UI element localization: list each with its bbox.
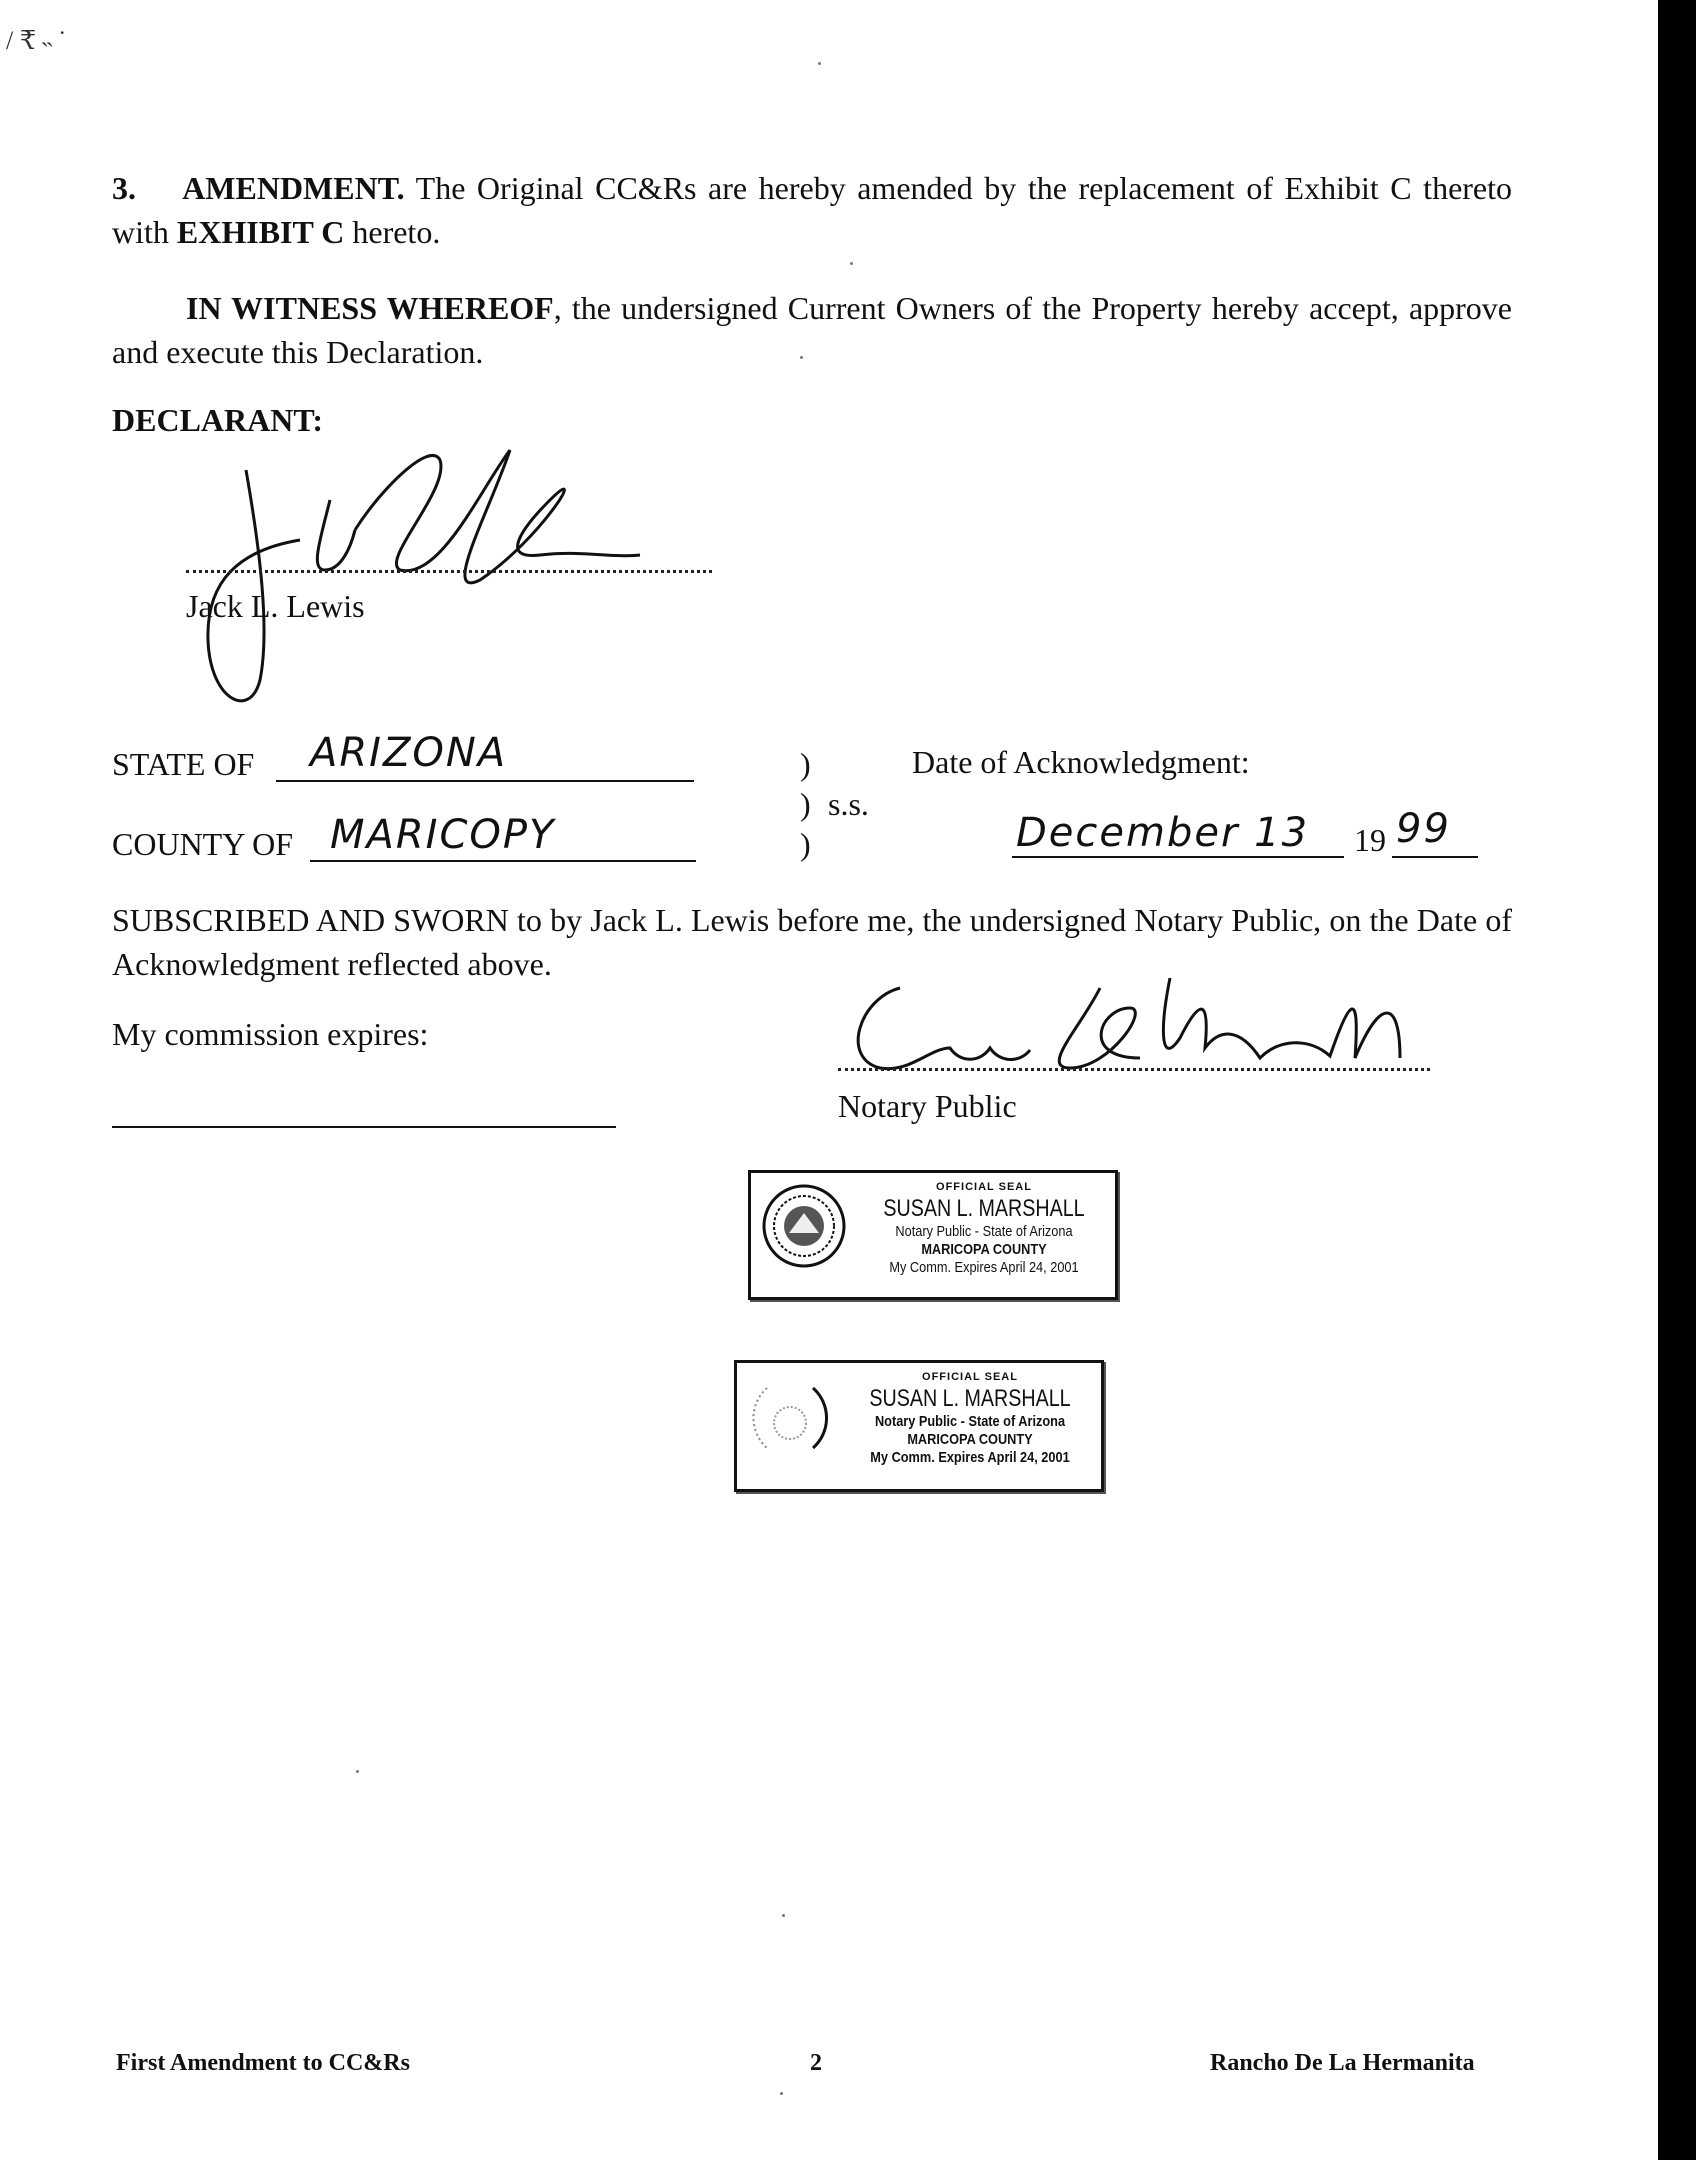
witness-text: , the undersigned Current Owners of the Property hereby accept, approve and execute this Declaration. bbox=[112, 290, 1512, 370]
state-seal-emblem bbox=[747, 1373, 833, 1459]
paren-3: ) bbox=[800, 826, 811, 862]
seal-2-line5: My Comm. Expires April 24, 2001 bbox=[870, 1449, 1070, 1466]
state-value: ARIZONA bbox=[310, 730, 508, 776]
margin-marks: / ₹ ˵ ˙ bbox=[6, 26, 67, 55]
seal-1-name: SUSAN L. MARSHALL bbox=[883, 1195, 1085, 1222]
date-ack-label: Date of Acknowledgment: bbox=[912, 744, 1250, 780]
subscribed-paragraph: SUBSCRIBED AND SWORN to by Jack L. Lewis before me, the undersigned Notary Public, on the Date of Acknowledgment reflected above. bbox=[112, 902, 1512, 982]
state-label: STATE OF bbox=[112, 746, 255, 782]
seal-1-title: OFFICIAL SEAL bbox=[936, 1181, 1032, 1193]
section-text-a: The Original CC&Rs are hereby amended by the replacement of Exhibit C thereto with bbox=[112, 170, 1513, 250]
exhibit-ref: EXHIBIT C bbox=[176, 214, 345, 250]
paren-2: ) bbox=[800, 786, 811, 822]
footer-right: Rancho De La Hermanita bbox=[1210, 2050, 1475, 2076]
seal-1-line3: Notary Public - State of Arizona bbox=[895, 1223, 1073, 1240]
declarant-signature bbox=[180, 430, 700, 720]
notary-signature-line bbox=[838, 1068, 1430, 1071]
declarant-label: DECLARANT: bbox=[112, 402, 323, 438]
date-century: 19 bbox=[1354, 822, 1386, 858]
declarant-name: Jack L. Lewis bbox=[186, 588, 365, 624]
date-year: 99 bbox=[1396, 806, 1451, 852]
footer-page-number: 2 bbox=[810, 2050, 822, 2076]
scan-edge bbox=[1658, 0, 1696, 2160]
declarant-signature-line bbox=[186, 570, 712, 573]
notary-label: Notary Public bbox=[838, 1088, 1017, 1124]
seal-2-line4: MARICOPA COUNTY bbox=[907, 1431, 1033, 1448]
date-underline bbox=[1012, 856, 1344, 858]
notary-seal-2 bbox=[734, 1360, 1104, 1492]
county-underline bbox=[310, 860, 696, 862]
county-value: MARICOPY bbox=[330, 812, 556, 858]
witness-lead: IN WITNESS WHEREOF bbox=[186, 290, 554, 326]
scan-speck bbox=[800, 356, 803, 359]
county-label: COUNTY OF bbox=[112, 826, 294, 862]
commission-line bbox=[112, 1126, 616, 1128]
footer-left: First Amendment to CC&Rs bbox=[116, 2050, 410, 2076]
scan-speck bbox=[780, 2092, 783, 2095]
section-heading: AMENDMENT. bbox=[182, 170, 405, 206]
seal-2-line3: Notary Public - State of Arizona bbox=[874, 1413, 1066, 1430]
witness-paragraph bbox=[112, 286, 1512, 374]
seal-2-title: OFFICIAL SEAL bbox=[922, 1371, 1018, 1383]
section-text-b: hereto. bbox=[352, 214, 441, 250]
seal-2-name: SUSAN L. MARSHALL bbox=[869, 1385, 1071, 1412]
scan-speck bbox=[356, 1770, 359, 1773]
scan-speck bbox=[850, 262, 853, 265]
date-month-day: December 13 bbox=[1016, 810, 1310, 856]
seal-1-line4: MARICOPA COUNTY bbox=[921, 1241, 1047, 1258]
scan-speck bbox=[782, 1914, 785, 1917]
section-number: 3. bbox=[112, 170, 136, 206]
notary-seal-1 bbox=[748, 1170, 1118, 1300]
state-seal-emblem bbox=[761, 1183, 847, 1269]
seal-1-line5: My Comm. Expires April 24, 2001 bbox=[889, 1259, 1079, 1276]
year-underline bbox=[1392, 856, 1478, 858]
state-underline bbox=[276, 780, 694, 782]
paren-1: ) bbox=[800, 746, 811, 782]
notary-signature bbox=[840, 968, 1460, 1078]
section-3-paragraph bbox=[112, 166, 1512, 254]
ss-label: s.s. bbox=[828, 786, 869, 822]
scan-speck bbox=[818, 62, 821, 65]
commission-label: My commission expires: bbox=[112, 1016, 429, 1052]
